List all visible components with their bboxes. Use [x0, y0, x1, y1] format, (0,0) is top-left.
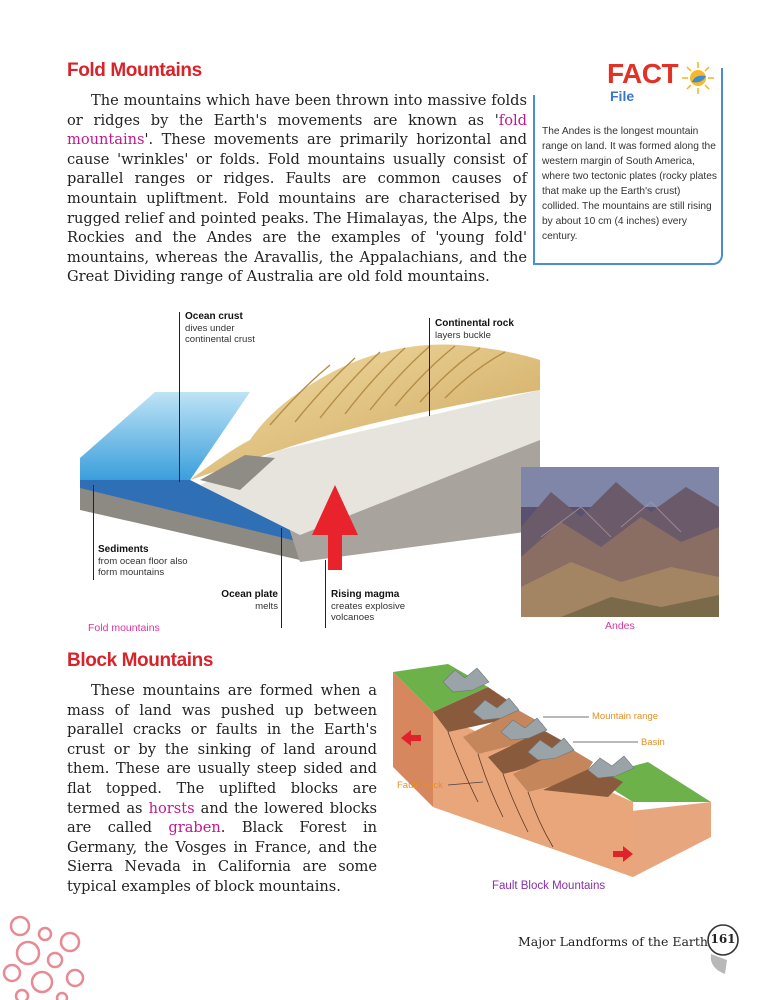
ocean-plate-leader	[281, 528, 282, 628]
ocean-plate-desc: melts	[255, 600, 278, 612]
continental-rock-label	[435, 318, 535, 341]
sediments-label	[98, 544, 208, 579]
sediments-desc: from ocean floor also form mountains	[98, 555, 188, 578]
andes-caption: Andes	[605, 620, 635, 632]
fact-subtitle: File	[610, 88, 635, 104]
fold-text-2: '. These movements are primarily horizontal and cause 'wrinkles' or folds. Fold mountains usually consist of parallel ranges or ridges. Faults are common causes of mountain upliftment. Fold mountains are characterised by rugged relief and pointed peaks. The Himalayas, the Alps, the Rockies and the Andes are the examples of 'young fold' mountains, whereas the Aravallis, the Appalachians, and the Great Dividing range of Australia are old fold mountains.	[67, 131, 527, 286]
ocean-crust-label	[185, 311, 275, 346]
block-text-3: . Black Forest in Germany, the Vosges in France, and the Sierra Nevada in California are some typical examples of block mountains.	[67, 819, 378, 895]
andes-photo	[521, 467, 719, 617]
ocean-crust-leader	[179, 312, 180, 482]
continental-rock-leader	[429, 318, 430, 416]
rising-magma-desc: creates explosive volcanoes	[331, 600, 406, 623]
chapter-title: Major Landforms of the Earth	[518, 934, 708, 949]
mountain-range-label: Mountain range	[592, 711, 659, 722]
fact-text: The Andes is the longest mountain range on land. It was formed along the western margin of South America, where two tectonic plates (rocky plates that make up the Earth's crust) collided. The mountains are still rising by about 10 cm (4 inches) every century.	[542, 126, 717, 242]
rising-magma-leader	[325, 560, 326, 628]
ocean-crust-title: Ocean crust	[185, 311, 243, 322]
block-mountains-paragraph	[67, 681, 377, 897]
horsts-keyword: horsts	[148, 799, 195, 817]
fold-mountains-paragraph	[67, 91, 527, 287]
fold-mountains-keyword: fold mountains	[67, 111, 527, 149]
decorative-bubbles-icon	[0, 908, 95, 1000]
fault-block-caption: Fault Block Mountains	[492, 880, 606, 892]
fault-block-diagram	[393, 662, 713, 880]
ocean-plate-label	[218, 589, 278, 612]
rising-magma-label	[331, 589, 431, 624]
ocean-plate-title: Ocean plate	[221, 589, 278, 600]
fault-block-label: Fault block	[397, 780, 443, 791]
fold-mountains-caption: Fold mountains	[88, 622, 160, 634]
continental-rock-title: Continental rock	[435, 318, 514, 329]
graben-keyword: graben	[168, 819, 221, 837]
continental-rock-desc: layers buckle	[435, 329, 491, 341]
sediments-title: Sediments	[98, 544, 149, 555]
fold-mountains-diagram	[80, 330, 545, 570]
sediments-leader	[93, 485, 94, 580]
block-text-2: and the lowered blocks are called	[67, 799, 377, 837]
block-text-1: These mountains are formed when a mass of land was pushed up between parallel cracks or faults in the Earth's crust or by the sinking of land around them. These are usually steep sided and flat topped. The uplifted blocks are termed as	[67, 682, 377, 817]
rising-magma-title: Rising magma	[331, 589, 400, 600]
fact-title: FACT	[607, 58, 679, 89]
fold-text-1: The mountains which have been thrown into massive folds or ridges by the Earth's movements are known as '	[67, 92, 527, 129]
block-mountains-heading: Block Mountains	[67, 650, 214, 671]
basin-label: Basin	[641, 737, 665, 748]
page-number: 161	[710, 932, 736, 946]
fold-mountains-heading: Fold Mountains	[67, 60, 202, 81]
ocean-crust-desc: dives under continental crust	[185, 322, 255, 345]
sun-icon	[680, 60, 716, 96]
